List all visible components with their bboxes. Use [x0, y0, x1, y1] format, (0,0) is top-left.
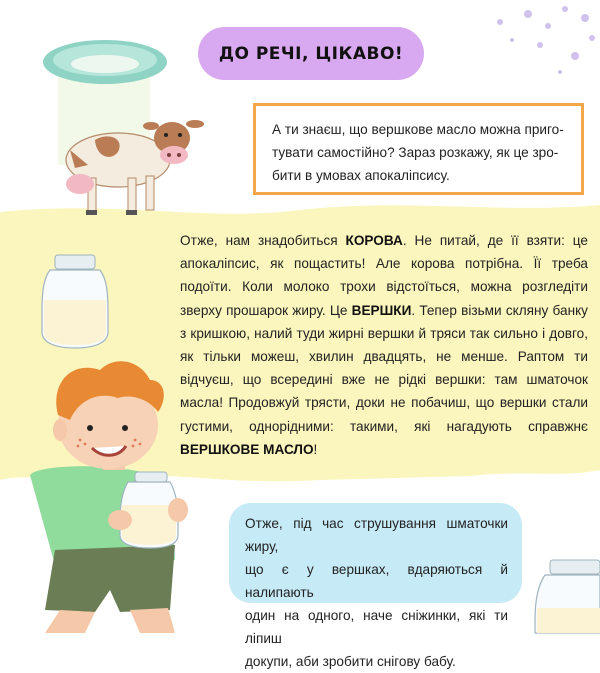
bubble-text	[245, 512, 508, 673]
fun-fact-banner	[198, 27, 424, 80]
keyword-cow: КОРОВА	[345, 233, 403, 248]
glass-jar-partial-icon	[535, 560, 600, 633]
decor-dots	[497, 6, 595, 74]
body-text-2: . Не питай, де її взяти: це апокаліпсис, як пощастить! Але корова потрібна. Її треба подоїти. Коли молоко трохи відстоїться, можна розгледіти зверху прошарок жиру. Це	[180, 233, 588, 318]
body-text-1: Отже, нам знадобиться	[180, 233, 346, 248]
bubble-line: Отже, під час струшування шматочки жиру,	[245, 516, 508, 554]
info-line: А ти знаєш, що вершкове масло можна приго-	[272, 122, 564, 137]
info-text	[272, 118, 567, 187]
info-line: тувати самостійно? Зараз розкажу, як це зро-	[272, 145, 559, 160]
bubble-line: докупи, аби зробити снігову бабу.	[245, 654, 456, 669]
bubble-line: один на одного, наче сніжинки, які ти ліпиш	[245, 608, 508, 646]
body-text-4: !	[313, 441, 318, 457]
body-text-3: . Тепер візьми скляну банку з кришкою, налий туди жирні вершки й тряси так сильно і довго, як тільки можеш, хвилин двадцять, не менше. Раптом ти відчуєш, що всередині вже не рідкі вершки: там шматочок масла! Продовжуй трясти, доки не побачиш, що вершки стали густими, однорідними: такими, які нагадують справжнє	[180, 302, 588, 434]
info-box	[253, 103, 584, 195]
bubble-line: що є у вершках, вдаряються й налипають	[245, 562, 508, 600]
banner-title: ДО РЕЧІ, ЦІКАВО!	[218, 43, 404, 64]
info-line: бити в умовах апокаліпсису.	[272, 168, 450, 183]
main-paragraph	[180, 229, 588, 461]
explanation-bubble	[229, 503, 522, 669]
keyword-cream: ВЕРШКИ	[351, 302, 412, 318]
keyword-butter: ВЕРШКОВЕ МАСЛО	[180, 441, 314, 457]
